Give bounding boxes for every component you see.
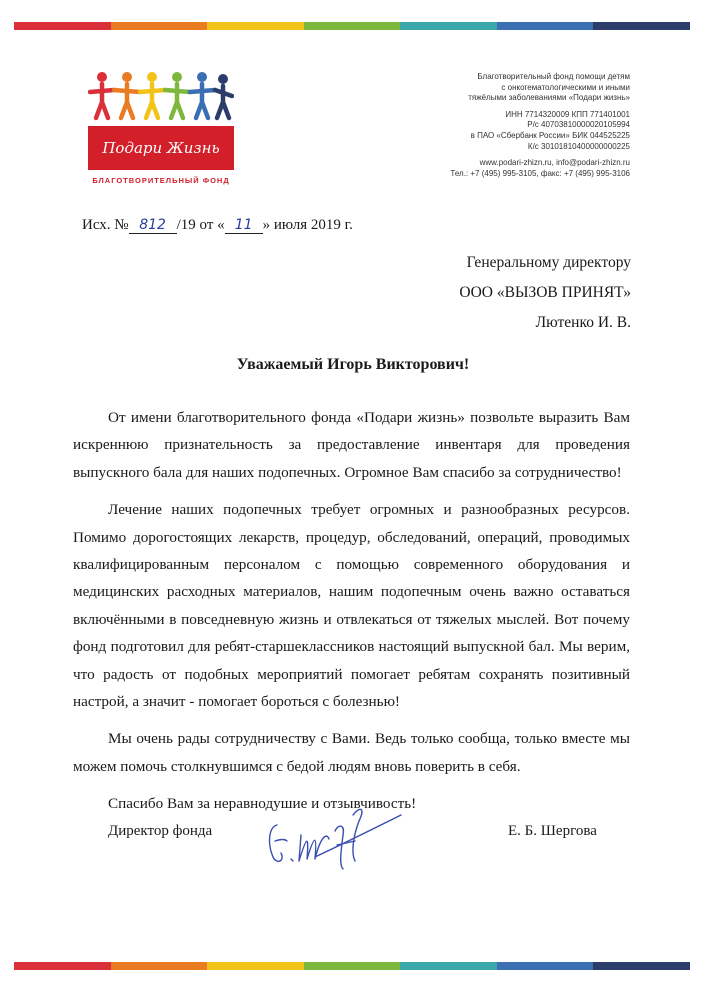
body-paragraph: Спасибо Вам за неравнодушие и отзывчивость! — [108, 795, 417, 813]
stripe-segment — [111, 22, 208, 30]
outgoing-number-line — [82, 217, 353, 234]
bank-line: в ПАО «Сбербанк России» БИК 044525225 — [470, 130, 630, 140]
stripe-segment — [497, 962, 594, 970]
recipient-position: Генеральному директору — [466, 254, 631, 271]
fund-logo — [88, 70, 234, 185]
bank-line: К/с 30101810400000000225 — [527, 141, 630, 151]
stripe-segment — [304, 962, 401, 970]
top-color-stripe — [14, 22, 690, 30]
recipient-block — [459, 248, 631, 338]
outgoing-number: 812 — [129, 217, 177, 234]
bank-line: Р/с 40703810000020105994 — [527, 120, 630, 130]
letter-body — [73, 404, 630, 828]
contact-line: Тел.: +7 (495) 995-3105, факс: +7 (495) 995-3106 — [450, 168, 630, 178]
signoff-title: Директор фонда — [108, 823, 213, 839]
org-line: с онкогематологическими и иными — [501, 82, 630, 92]
bottom-color-stripe — [14, 962, 690, 970]
stripe-segment — [593, 22, 690, 30]
signoff-name: Е. Б. Шергова — [508, 823, 597, 839]
body-paragraph: От имени благотворительного фонда «Подари жизнь» позвольте выразить Вам искреннюю признательность за предоставление инвентаря для проведения выпускного бала для наших подопечных. Огромное Вам спасибо за сотрудничество! — [73, 409, 630, 481]
outgoing-mid: /19 от « — [176, 217, 225, 233]
stripe-segment — [497, 22, 594, 30]
handwritten-signature — [255, 795, 405, 875]
org-line: Благотворительный фонд помощи детям — [477, 72, 630, 81]
stripe-segment — [207, 22, 304, 30]
stripe-segment — [111, 962, 208, 970]
stripe-segment — [400, 962, 497, 970]
stripe-segment — [207, 962, 304, 970]
children-holding-hands-icon — [88, 70, 234, 122]
contact-line: www.podari-zhizn.ru, info@podari-zhizn.ru — [479, 158, 630, 168]
body-paragraph: Лечение наших подопечных требует огромных и разнообразных ресурсов. Помимо дорогостоящих лекарств, процедур, обследований, операций, проводимых квалифицированным персоналом с помощью современного оборудования и медицинских расходных материалов, нашим подопечным очень важно оставаться включёнными в повседневную жизнь и отвлекаться от тяжелых мыслей. Вот почему фонд подготовил для ребят-старшеклассников настоящий выпускной бал. Мы верим, что радость от подобных мероприятий помогает ребятам сохранять позитивный настрой, а значит - помогает бороться с болезнью! — [73, 501, 630, 711]
salutation: Уважаемый Игорь Викторович! — [236, 356, 470, 373]
outgoing-suffix: » июля 2019 г. — [262, 217, 353, 233]
stripe-segment — [14, 22, 111, 30]
bank-line: ИНН 7714320009 КПП 771401001 — [505, 109, 630, 119]
org-line: тяжёлыми заболеваниями «Подари жизнь» — [468, 93, 630, 103]
stripe-segment — [400, 22, 497, 30]
stripe-segment — [14, 962, 111, 970]
stripe-segment — [304, 22, 401, 30]
recipient-company: ООО «ВЫЗОВ ПРИНЯТ» — [459, 284, 631, 301]
body-paragraph: Мы очень рады сотрудничеству с Вами. Ведь только сообща, только вместе мы можем помочь столкнувшимся с бедой людям вновь поверить в себя. — [73, 730, 630, 775]
logo-name-box: Подари Жизнь — [88, 126, 234, 170]
fund-requisites — [450, 72, 630, 179]
outgoing-day: 11 — [225, 217, 263, 234]
outgoing-prefix: Исх. № — [82, 217, 129, 233]
recipient-name: Лютенко И. В. — [535, 314, 631, 331]
logo-subtitle: БЛАГОТВОРИТЕЛЬНЫЙ ФОНД — [92, 176, 230, 185]
stripe-segment — [593, 962, 690, 970]
